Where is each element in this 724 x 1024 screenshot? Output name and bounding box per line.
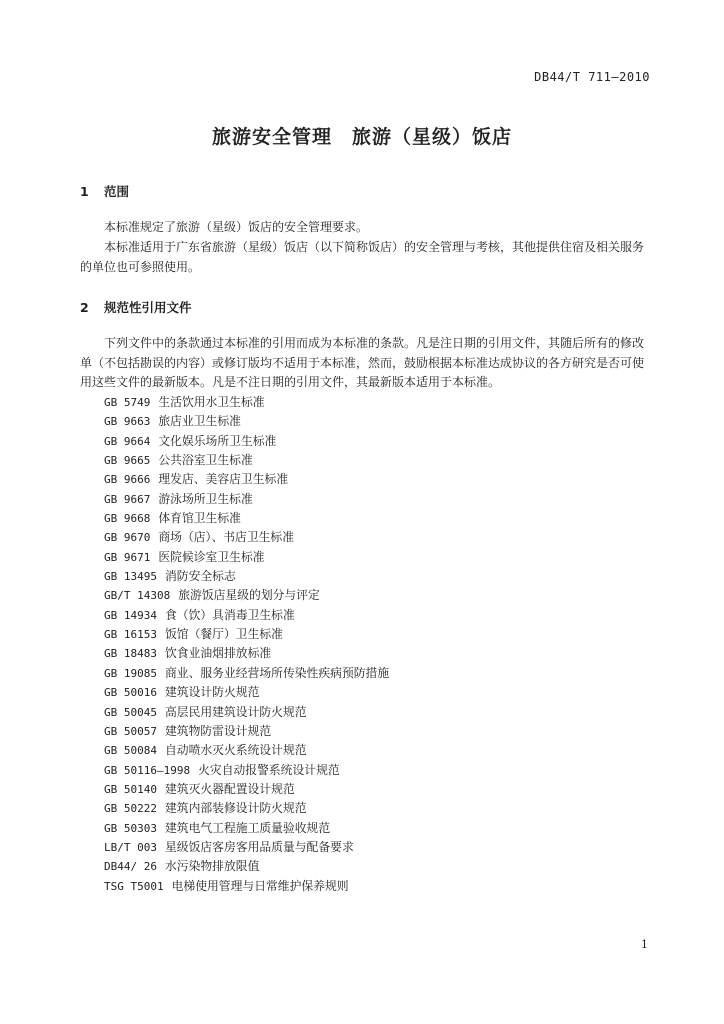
reference-title: 游泳场所卫生标准 [158,491,253,506]
reference-code: GB 50222 [104,802,157,816]
reference-code: GB 5749 [104,396,151,409]
reference-item [104,838,389,857]
reference-item [104,722,389,741]
section-title: 范围 [104,184,130,199]
reference-code: GB 50084 [104,744,157,758]
reference-item [104,664,389,683]
reference-item [104,567,389,586]
reference-title: 文化娱乐场所卫生标准 [158,433,277,448]
reference-item [104,780,389,799]
reference-code: GB 9665 [104,454,151,468]
reference-code: GB 50045 [104,705,157,719]
reference-item [104,819,389,838]
section-2-heading [80,298,192,316]
reference-item [104,741,389,760]
reference-item [104,877,389,896]
reference-item [104,703,389,722]
reference-code: GB 9671 [104,550,151,564]
reference-code: GB 9664 [104,434,151,448]
reference-item [104,490,389,509]
reference-code: GB 9666 [104,473,151,487]
reference-title: 公共浴室卫生标准 [158,453,253,468]
reference-item [104,683,389,702]
reference-code: LB/T 003 [104,840,157,854]
reference-title: 建筑物防雷设计规范 [164,723,272,738]
reference-item [104,606,389,625]
reference-code: GB 9667 [104,492,151,506]
reference-code: GB 9670 [104,531,151,545]
reference-item [104,451,389,470]
paragraph-text: 本标准规定了旅游（星级）饭店的安全管理要求。 [104,220,369,234]
reference-code: GB/T 14308 [104,589,171,603]
reference-title: 自动喷水灭火系统设计规范 [164,743,307,758]
reference-title: 电梯使用管理与日常维护保养规则 [171,878,349,893]
document-title: 旅游安全管理 旅游（星级）饭店 [211,126,512,148]
reference-code: GB 50140 [104,782,157,796]
reference-title: 星级饭店客房客用品质量与配备要求 [164,839,354,854]
paragraph-text: 本标准适用于广东省旅游（星级）饭店（以下简称饭店）的安全管理与考核，其他提供住宿及相关服务的单位也可参照使用。 [80,240,645,274]
document-code: DB44/T 711—2010 [534,70,650,84]
reference-item [104,470,389,489]
reference-code: GB 50303 [104,821,157,835]
reference-title: 理发店、美容店卫生标准 [158,472,289,487]
reference-code: DB44/ 26 [104,860,157,874]
references-intro [80,334,650,393]
reference-title: 商业、服务业经营场所传染性疾病预防措施 [164,665,390,680]
reference-code: GB 14934 [104,608,157,622]
reference-code: TSG T5001 [104,879,164,893]
reference-item [104,528,389,547]
reference-title: 建筑灭火器配置设计规范 [164,781,295,796]
reference-item [104,644,389,663]
reference-item [104,432,389,451]
reference-title: 饭馆（餐厅）卫生标准 [164,627,283,642]
reference-title: 医院候诊室卫生标准 [158,549,265,564]
reference-title: 水污染物排放限值 [164,859,260,874]
reference-item [104,857,389,876]
reference-code: GB 9663 [104,415,151,429]
reference-title: 生活饮用水卫生标准 [158,395,265,409]
reference-title: 建筑设计防火规范 [164,685,260,700]
reference-title: 体育馆卫生标准 [158,511,241,526]
reference-item [104,625,389,644]
reference-title: 火灾自动报警系统设计规范 [198,762,340,777]
reference-list [104,393,389,896]
reference-title: 旅游饭店星级的划分与评定 [178,588,320,603]
reference-code: GB 13495 [104,570,157,584]
reference-item [104,509,389,528]
reference-item [104,799,389,818]
scope-paragraph-2 [80,238,650,277]
section-1-heading [80,182,129,200]
section-number: 2 [80,300,89,315]
reference-title: 高层民用建筑设计防火规范 [164,704,307,719]
reference-title: 消防安全标志 [164,569,236,584]
reference-code: GB 9668 [104,512,151,526]
reference-code: GB 50057 [104,724,157,738]
reference-item [104,761,389,780]
page-number: 1 [641,938,648,951]
reference-code: GB 50116—1998 [104,763,191,777]
section-number: 1 [80,184,89,199]
reference-code: GB 16153 [104,628,157,642]
reference-title: 建筑电气工程施工质量验收规范 [164,820,331,835]
reference-title: 食（饮）具消毒卫生标准 [164,607,295,622]
reference-item [104,586,389,605]
reference-title: 旅店业卫生标准 [158,414,241,429]
paragraph-text: 下列文件中的条款通过本标准的引用而成为本标准的条款。凡是注日期的引用文件，其随后所有的修改单（不包括勘误的内容）或修订版均不适用于本标准，然而，鼓励根据本标准达成协议的各方研究是否可使用这些文件的最新版本。凡是不注日期的引用文件，其最新版本适用于本标准。 [80,336,645,389]
reference-title: 商场（店）、书店卫生标准 [158,530,295,545]
reference-item [104,548,389,567]
reference-code: GB 50016 [104,686,157,700]
reference-code: GB 18483 [104,647,157,661]
section-title: 规范性引用文件 [104,300,192,315]
scope-paragraph-1 [80,218,650,238]
reference-item [104,412,389,431]
reference-code: GB 19085 [104,666,157,680]
reference-item [104,393,389,412]
reference-title: 饮食业油烟排放标准 [164,646,272,661]
reference-title: 建筑内部装修设计防火规范 [164,801,307,816]
